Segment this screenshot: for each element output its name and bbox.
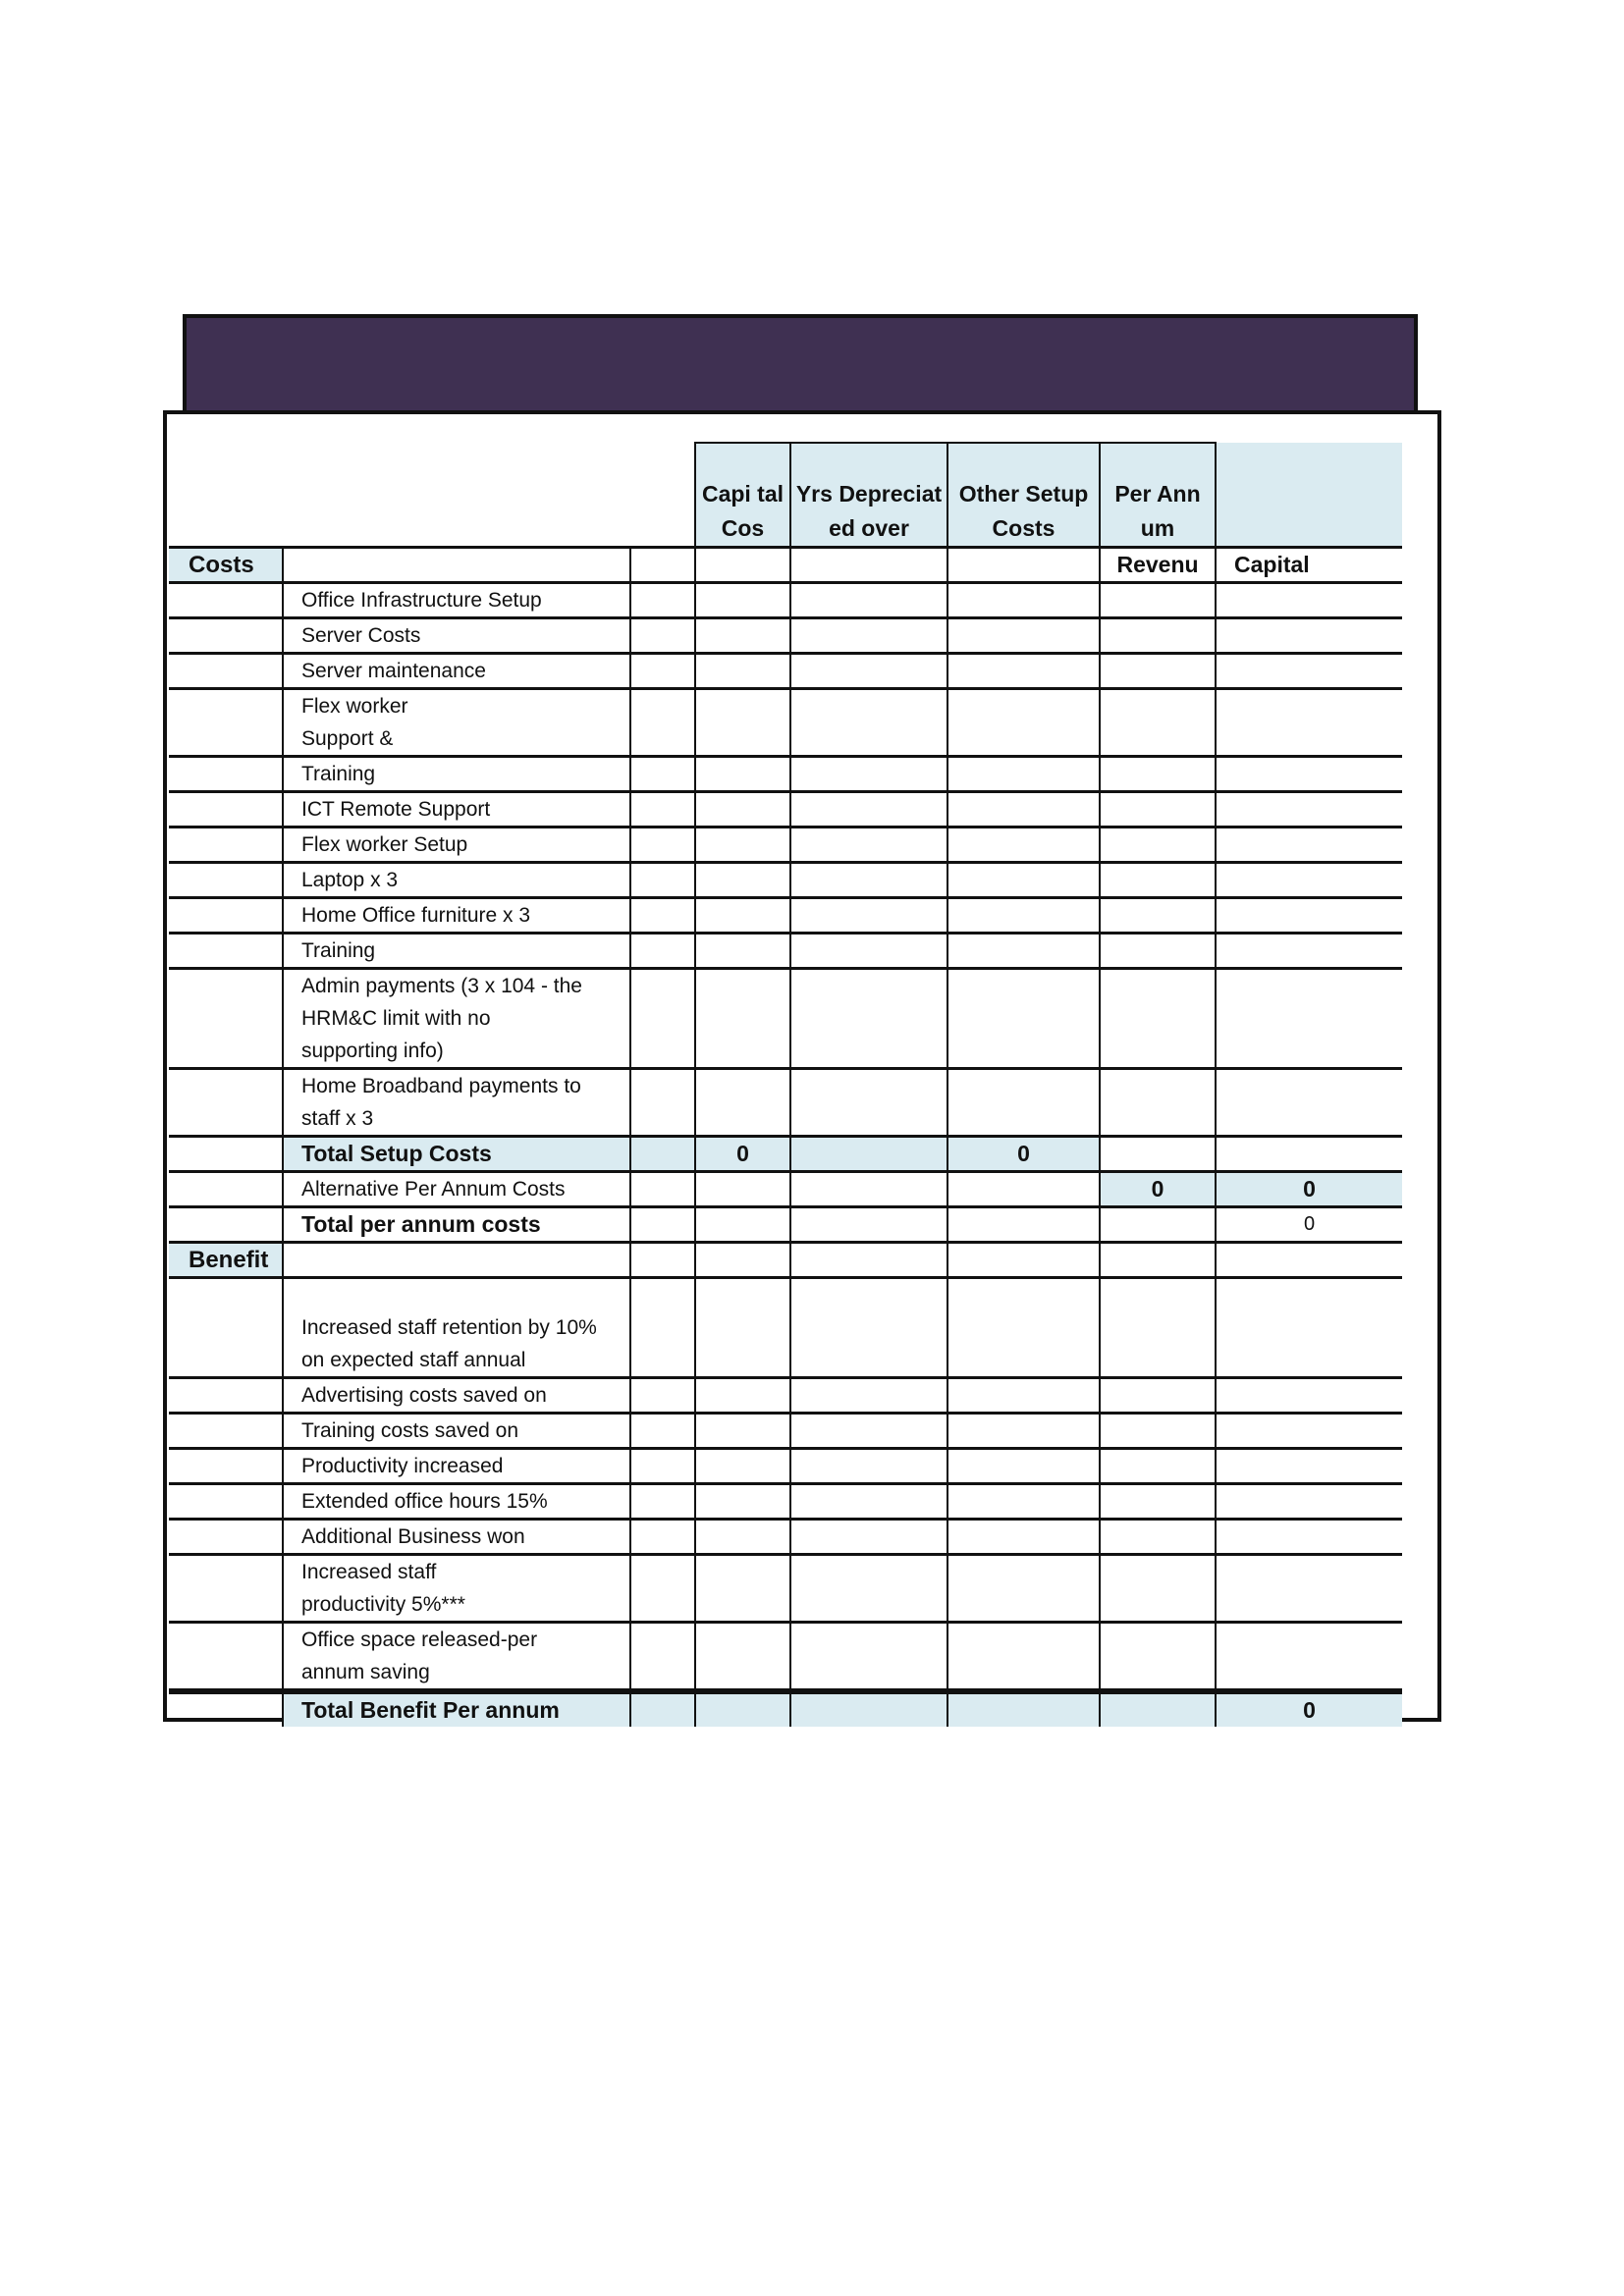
section-label-benefit: Benefit xyxy=(169,1243,283,1278)
total-benefit-value: 0 xyxy=(1216,1693,1402,1728)
total-setup-other-value: 0 xyxy=(947,1137,1100,1172)
header-other-setup-costs: Other Setup Costs xyxy=(947,443,1100,548)
section-row-costs xyxy=(169,548,1402,583)
table-row: Additional Business won xyxy=(169,1520,1402,1555)
table-row: Increased staff retention by 10% on expected staff annual xyxy=(169,1278,1402,1378)
total-benefit-row: Total Benefit Per annum 0 xyxy=(169,1693,1402,1728)
table-row: Flex worker Setup xyxy=(169,828,1402,863)
total-setup-capital-value: 0 xyxy=(695,1137,790,1172)
section-row-benefit xyxy=(169,1243,1402,1278)
section-label-costs: Costs xyxy=(169,548,283,583)
alt-per-annum-capital-value: 0 xyxy=(1216,1172,1402,1207)
table-row: Advertising costs saved on xyxy=(169,1378,1402,1414)
table-row: Office Infrastructure Setup xyxy=(169,583,1402,618)
total-per-annum-value: 0 xyxy=(1216,1207,1402,1243)
table-row: Admin payments (3 x 104 - the HRM&C limit with no supporting info) xyxy=(169,969,1402,1069)
column-header-row xyxy=(169,443,1402,548)
table-row: Extended office hours 15% xyxy=(169,1484,1402,1520)
table-row: Laptop x 3 xyxy=(169,863,1402,898)
table-row: Server Costs xyxy=(169,618,1402,654)
header-yrs-depreciated: Yrs Depreciat ed over xyxy=(790,443,947,548)
title-banner xyxy=(183,314,1418,412)
table-row: Office space released-per annum saving xyxy=(169,1623,1402,1690)
table-row: Training xyxy=(169,934,1402,969)
subheader-capital: Capital xyxy=(1216,548,1402,583)
table-row: ICT Remote Support xyxy=(169,792,1402,828)
table-row: Increased staff productivity 5%*** xyxy=(169,1555,1402,1623)
header-blank xyxy=(1216,443,1402,548)
cost-benefit-table xyxy=(169,442,1402,1727)
table-row: Training costs saved on xyxy=(169,1414,1402,1449)
alternative-per-annum-row: Alternative Per Annum Costs 0 0 xyxy=(169,1172,1402,1207)
total-setup-costs-row: Total Setup Costs 0 0 xyxy=(169,1137,1402,1172)
table-row: Home Broadband payments to staff x 3 xyxy=(169,1069,1402,1137)
table-row: Home Office furniture x 3 xyxy=(169,898,1402,934)
subheader-revenue: Revenu xyxy=(1100,548,1216,583)
table-row: Training xyxy=(169,757,1402,792)
header-per-annum: Per Ann um xyxy=(1100,443,1216,548)
table-row: Productivity increased xyxy=(169,1449,1402,1484)
table-row: Server maintenance xyxy=(169,654,1402,689)
header-capital-cost: Capi tal Cos xyxy=(695,443,790,548)
total-per-annum-row: Total per annum costs 0 xyxy=(169,1207,1402,1243)
table-row: Flex worker Support & xyxy=(169,689,1402,757)
alt-per-annum-revenue-value: 0 xyxy=(1100,1172,1216,1207)
